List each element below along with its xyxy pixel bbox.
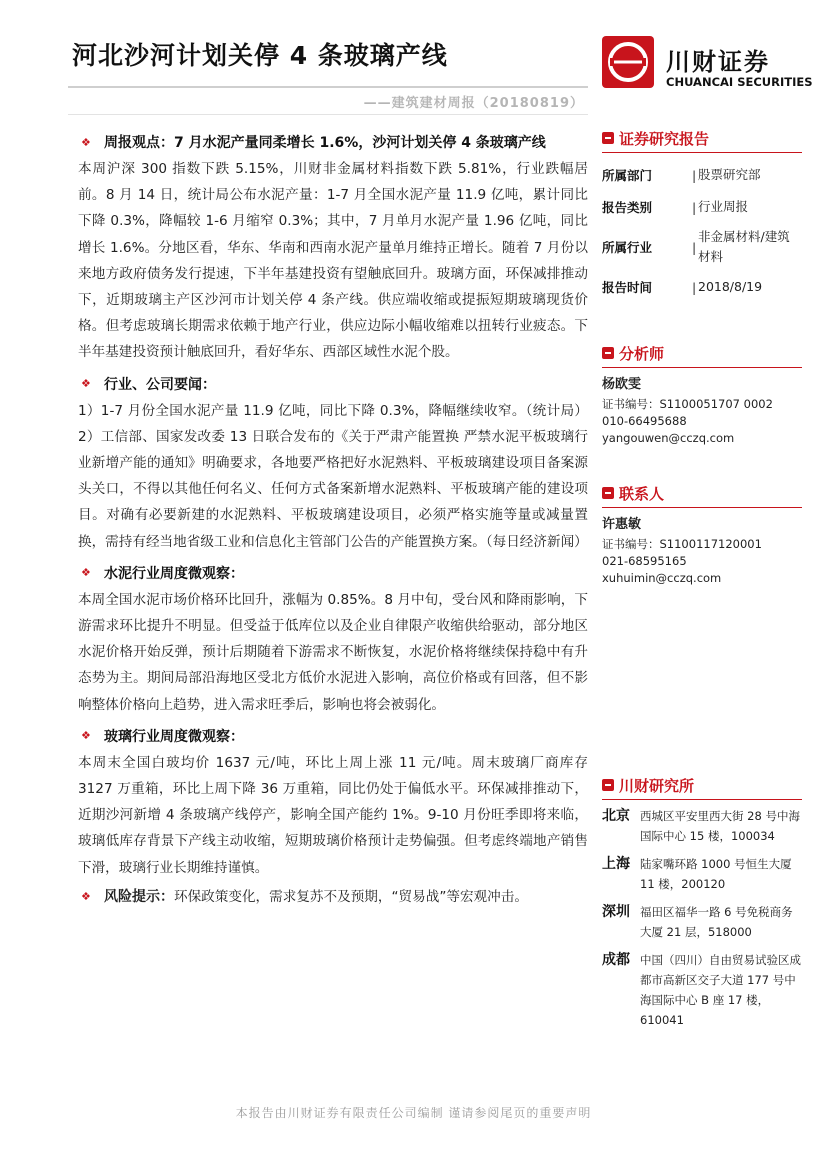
main-content — [78, 126, 588, 909]
sidebar — [602, 126, 802, 1038]
sidebar-title: 联系人 — [619, 484, 665, 503]
office-address: 西城区平安里西大街 28 号中海国际中心 15 楼，100034 — [640, 809, 800, 843]
page-subtitle: ——建筑建材周报（20180819） — [363, 96, 584, 111]
sidebar-header — [602, 481, 802, 505]
section-paragraph: 1）1-7 月份全国水泥产量 11.9 亿吨，同比下降 0.3%，降幅继续收窄。（统计局）2）工信部、国家发改委 13 日联合发布的《关于严肃产能置换 严禁水泥平板玻璃行业新增产能的通知》明确要求，各地要严格把好水泥熟料、平板玻璃建设项目备案源头关口，不得以其他任何名义、任何方式备案新增水泥熟料、平板玻璃产能的建设项目。对确有必要新建的水泥熟料、平板玻璃建设项目，必须严格实施等量或减量置换，需持有经当地省级工业和信息化主管部门公告的产能置换方案。（每日经济新闻） — [78, 402, 588, 550]
section-paragraph: 本周沪深 300 指数下跌 5.15%，川财非金属材料指数下跌 5.81%，行业跌幅居前。8 月 14 日，统计局公布水泥产量：1-7 月全国水泥产量 11.9 亿吨，累计同比下降 0.3%，降幅较 1-6 月缩窄 0.3%；其中，7 月单月水泥产量 1.96 亿吨，同比增长 1.6%。分地区看，华东、华南和西南水泥产量单月维持正增长。随着 7 月份以来地方政府债务发行提速，下半年基建投资有望触底回升。玻璃方面，环保减排推动下，近期玻璃主产区沙河市计划关停 4 条产线。供应端收缩或提振短期玻璃现货价格。但考虑玻璃长期需求依赖于地产行业，供应边际小幅收缩难以扭转行业疲态。下半年基建投资预计触底回升，看好华东、西部区域性水泥个股。 — [78, 161, 588, 361]
meta-key: 报告时间 — [602, 280, 653, 295]
minus-box-icon — [602, 132, 614, 144]
sidebar-title: 证券研究报告 — [619, 129, 710, 148]
section-paragraph: 环保政策变化，需求复苏不及预期，“贸易战”等宏观冲击。 — [174, 888, 528, 905]
header-rule — [68, 86, 588, 88]
minus-box-icon — [602, 347, 614, 359]
office-address: 中国（四川）自由贸易试验区成都市高新区交子大道 177 号中海国际中心 B 座 17 楼，610041 — [640, 953, 801, 1027]
diamond-bullet-icon: ❖ — [81, 377, 91, 391]
analyst-phone: 010-66495688 — [602, 414, 687, 428]
diamond-bullet-icon: ❖ — [81, 889, 91, 903]
sidebar-header — [602, 126, 802, 150]
analyst-name: 杨欧雯 — [602, 377, 642, 392]
analyst-cert: 证书编号：S1100051707 0002 — [602, 397, 773, 411]
section-title: 风险提示： — [104, 888, 174, 905]
office-city: 深圳 — [602, 904, 630, 920]
section-title: 水泥行业周度微观察： — [104, 565, 244, 582]
meta-key: 所属部门 — [602, 168, 653, 183]
logo-text-cn: 川财证券 — [666, 48, 770, 76]
contact-phone: 021-68595165 — [602, 554, 687, 568]
risk-section — [78, 885, 588, 909]
analyst-card — [602, 374, 802, 447]
sidebar-title: 川财研究所 — [619, 776, 695, 795]
meta-value: 股票研究部 — [698, 167, 761, 182]
contact-email[interactable]: xuhuimin@cczq.com — [602, 571, 722, 585]
office-entry — [602, 854, 802, 894]
diamond-bullet-icon: ❖ — [81, 729, 91, 743]
minus-box-icon — [602, 779, 614, 791]
analyst-email[interactable]: yangouwen@cczq.com — [602, 431, 735, 445]
divider — [602, 367, 802, 368]
section-title: 玻璃行业周度微观察： — [104, 728, 244, 745]
office-address: 陆家嘴环路 1000 号恒生大厦 11 楼，200120 — [640, 857, 792, 891]
sidebar-title: 分析师 — [619, 344, 665, 363]
sidebar-header — [602, 341, 802, 365]
meta-key: 所属行业 — [602, 240, 653, 255]
office-city: 成都 — [602, 952, 630, 968]
office-address: 福田区福华一路 6 号免税商务大厦 21 层，518000 — [640, 905, 793, 939]
section-paragraph: 本周末全国白玻均价 1637 元/吨，环比上周上涨 11 元/吨。周末玻璃厂商库存 3127 万重箱，环比上周下降 36 万重箱，同比仍处于偏低水平。环保减排推动下，近期沙河新增 4 条玻璃产线停产，影响全国产能约 1%。9-10 月份旺季即将来临，玻璃低库存背景下产线主动收缩，短期玻璃价格预计走势偏强。但考虑终端地产销售下滑，玻璃行业长期维持谨慎。 — [78, 754, 588, 876]
meta-value: 行业周报 — [698, 199, 749, 214]
meta-key: 报告类别 — [602, 200, 653, 215]
contact-name: 许惠敏 — [602, 517, 642, 532]
section-header — [78, 559, 588, 587]
section-title: 周报观点：7 月水泥产量同柔增长 1.6%，沙河计划关停 4 条玻璃产线 — [104, 135, 546, 151]
divider — [602, 799, 802, 800]
office-entry — [602, 902, 802, 942]
section-title: 行业、公司要闻： — [104, 376, 216, 393]
meta-value: 非金属材料/建筑材料 — [698, 229, 790, 264]
meta-row: 报告类别 | 行业周报 — [602, 191, 802, 223]
sidebar-header — [602, 773, 802, 797]
diamond-bullet-icon: ❖ — [81, 135, 91, 149]
contact-card — [602, 514, 802, 587]
diamond-bullet-icon: ❖ — [81, 566, 91, 580]
header-rule-2 — [68, 114, 588, 115]
meta-row: 报告时间 | 2018/8/19 — [602, 271, 802, 303]
section-paragraph: 本周全国水泥市场价格环比回升，涨幅为 0.85%。8 月中旬，受台风和降雨影响，下游需求环比提升不明显。但受益于低库位以及企业自律限产收缩供给驱动，部分地区水泥价格开始反弹，预计后期随着下游需求不断恢复，水泥价格将继续保持稳中有升态势为主。期间局部沿海地区受北方低价水泥进入影响，高位价格或有回落，但不影响整体价格向上趋势，进入需求旺季后，影响也将会被弱化。 — [78, 591, 588, 713]
section-header — [78, 128, 588, 156]
office-entry — [602, 806, 802, 846]
office-entry — [602, 950, 802, 1030]
logo-mark-icon — [602, 36, 654, 88]
divider — [602, 152, 802, 153]
divider — [602, 507, 802, 508]
minus-box-icon — [602, 487, 614, 499]
page-footer: 本报告由川财证券有限责任公司编制 谨请参阅尾页的重要声明 — [235, 1106, 592, 1120]
office-city: 北京 — [602, 808, 630, 824]
meta-row: 所属部门 | 股票研究部 — [602, 159, 802, 191]
section-header — [78, 722, 588, 750]
page-title: 河北沙河计划关停 4 条玻璃产线 — [72, 41, 448, 70]
logo-text-en: CHUANCAI SECURITIES — [666, 75, 813, 89]
meta-row: 所属行业 | 非金属材料/建筑材料 — [602, 223, 802, 271]
company-logo — [602, 36, 813, 96]
contact-cert: 证书编号：S1100117120001 — [602, 537, 762, 551]
office-city: 上海 — [602, 856, 630, 872]
section-header — [78, 370, 588, 398]
meta-value: 2018/8/19 — [698, 279, 763, 294]
